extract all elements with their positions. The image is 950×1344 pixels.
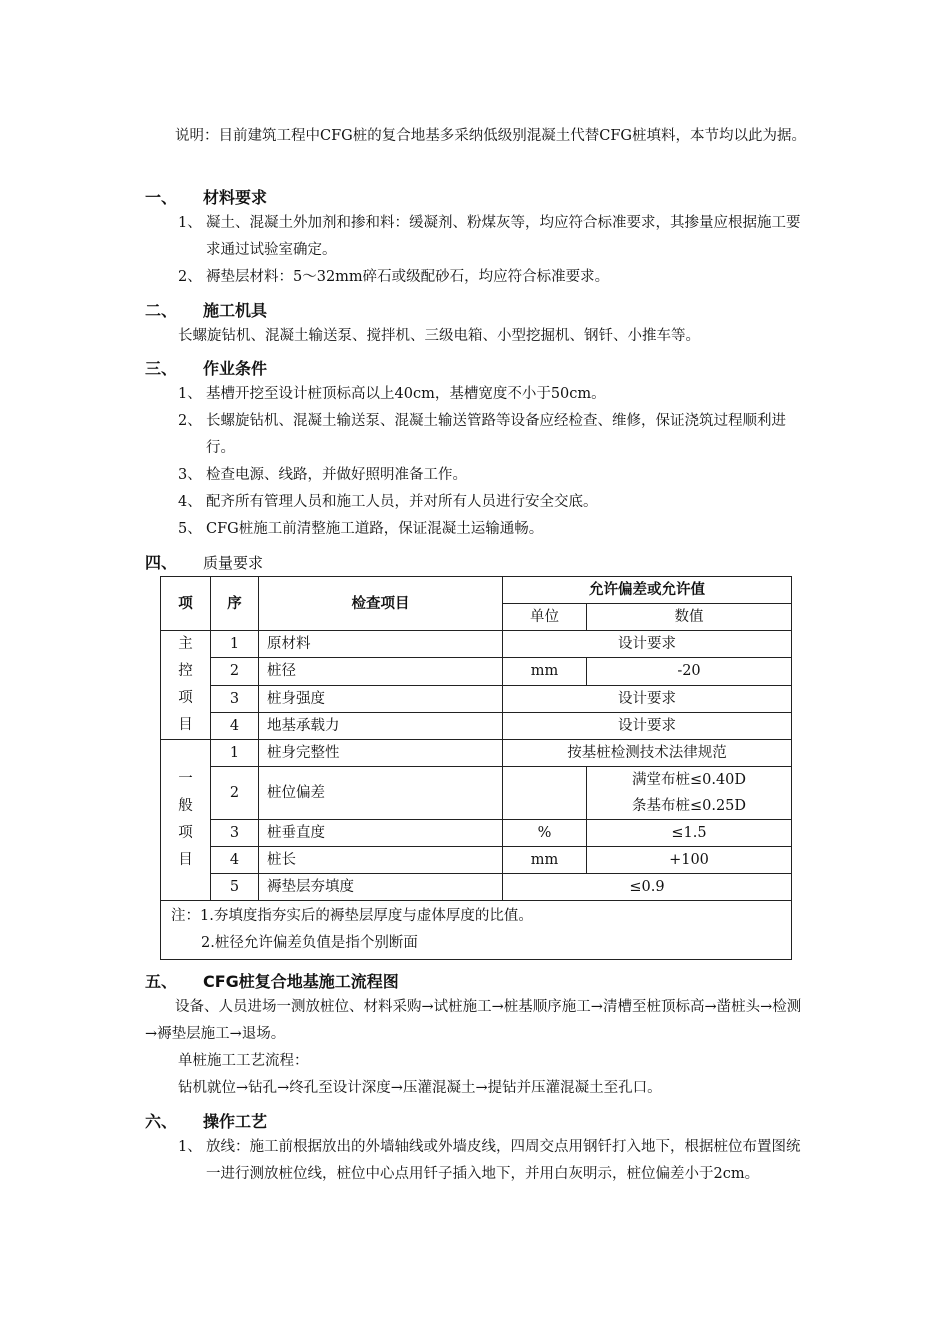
section-heading-materials: 一、 材料要求 <box>145 188 268 207</box>
table-note: 2.桩径允许偏差负值是指个别断面 <box>201 935 418 951</box>
table-row: 3 桩垂直度 % ≤1.5 <box>161 820 792 847</box>
list-item: 5、 CFG桩施工前清整施工道路，保证混凝土运输通畅。 <box>178 521 544 537</box>
group-main-label: 主 控 项 目 <box>161 631 211 740</box>
intro-paragraph: 说明：目前建筑工程中CFG桩的复合地基多采纳低级别混凝土代替CFG桩填料，本节均以此为据。 <box>175 128 806 144</box>
equipment-text: 长螺旋钻机、混凝土输送泵、搅拌机、三级电箱、小型挖掘机、钢钎、小推车等。 <box>178 328 700 344</box>
header-unit: 单位 <box>503 604 587 631</box>
table-note: 注：1.夯填度指夯实后的褥垫层厚度与虚体厚度的比值。 <box>171 908 533 924</box>
table-row: 主 控 项 目 1 原材料 设计要求 <box>161 631 792 658</box>
single-pile-flow: 钻机就位→钻孔→终孔至设计深度→压灌混凝土→提钻并压灌混凝土至孔口。 <box>178 1080 662 1096</box>
header-check: 检查项目 <box>259 577 503 631</box>
header-item: 项 <box>161 577 211 631</box>
header-allow: 允许偏差或允许值 <box>503 577 792 604</box>
table-header-row <box>161 577 792 604</box>
header-value: 数值 <box>587 604 792 631</box>
table-row: 5 褥垫层夯填度 ≤0.9 <box>161 874 792 901</box>
table-row: 2 桩位偏差 满堂布桩≤0.40D 条基布桩≤0.25D <box>161 767 792 820</box>
list-item: 1、 放线：施工前根据放出的外墙轴线或外墙皮线，四周交点用钢钎打入地下，根据桩位布置图统一进行测放桩位线，桩位中心点用钎子插入地下，并用白灰明示，桩位偏差小于2cm。 <box>178 1139 801 1182</box>
table-row: 3 桩身强度 设计要求 <box>161 685 792 712</box>
section-heading-conditions: 三、 作业条件 <box>145 359 268 378</box>
list-item: 1、 基槽开挖至设计桩顶标高以上40cm，基槽宽度不小于50cm。 <box>178 386 606 402</box>
list-item: 4、 配齐所有管理人员和施工人员，并对所有人员进行安全交底。 <box>178 494 598 510</box>
group-general-label: 一 般 项 目 <box>161 740 211 901</box>
section-heading-equipment: 二、 施工机具 <box>145 301 268 320</box>
list-item: 2、 褥垫层材料：5～32mm碎石或级配砂石，均应符合标准要求。 <box>178 269 610 285</box>
list-item: 1、 凝土、混凝土外加剂和掺和料：缓凝剂、粉煤灰等，均应符合标准要求，其掺量应根据施工要求通过试验室确定。 <box>178 215 801 258</box>
table-row: 一 般 项 目 1 桩身完整性 按基桩检测技术法律规范 <box>161 740 792 767</box>
section-heading-flow: 五、 CFG桩复合地基施工流程图 <box>145 972 399 991</box>
quality-table <box>160 576 792 960</box>
single-pile-label: 单桩施工工艺流程： <box>178 1053 309 1069</box>
header-seq: 序 <box>211 577 259 631</box>
table-row: 4 桩长 mm +100 <box>161 847 792 874</box>
section-heading-quality: 四、 质量要求 <box>145 553 264 572</box>
section-heading-operation: 六、 操作工艺 <box>145 1112 268 1131</box>
flow-paragraph: 设备、人员进场一测放桩位、材料采购→试桩施工→桩基顺序施工→清槽至桩顶标高→凿桩头→检测→褥垫层施工→退场。 <box>145 999 802 1042</box>
table-row: 4 地基承载力 设计要求 <box>161 712 792 739</box>
table-note-row <box>161 901 792 960</box>
list-item: 2、 长螺旋钻机、混凝土输送泵、混凝土输送管路等设备应经检查、维修，保证浇筑过程顺利进行。 <box>178 413 786 456</box>
table-row: 2 桩径 mm -20 <box>161 658 792 685</box>
list-item: 3、 检查电源、线路，并做好照明准备工作。 <box>178 467 467 483</box>
